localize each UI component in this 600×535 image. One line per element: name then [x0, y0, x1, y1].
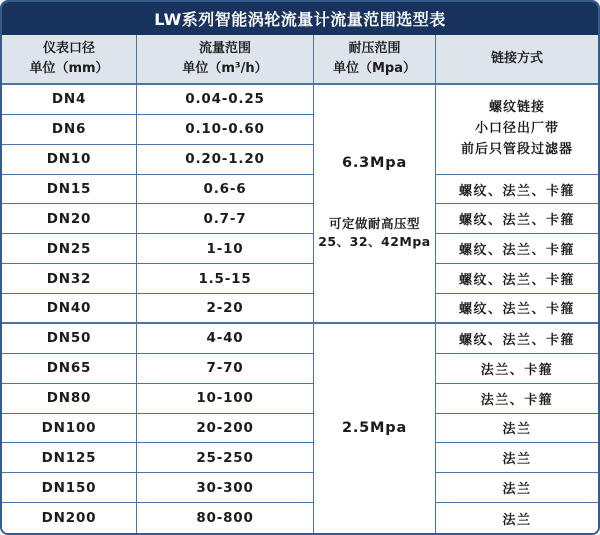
page-title: LW系列智能涡轮流量计流量范围选型表 — [2, 2, 598, 35]
flow-range-cell: 7-70 — [137, 354, 314, 384]
column-header-connection — [436, 35, 598, 85]
column-header-diameter-line2: 单位（mm） — [29, 61, 109, 76]
connection-cell: 法兰 — [436, 443, 598, 473]
connection-merged-cell — [436, 85, 598, 175]
diameter-cell: DN125 — [2, 443, 137, 473]
flow-range-cell: 20-200 — [137, 414, 314, 444]
column-header-flow-line2: 单位（m³/h） — [182, 61, 268, 76]
connection-cell: 螺纹、法兰、卡箍 — [436, 294, 598, 324]
diameter-cell: DN4 — [2, 85, 137, 115]
diameter-cell: DN65 — [2, 354, 137, 384]
connection-cell: 法兰 — [436, 503, 598, 533]
diameter-cell: DN150 — [2, 473, 137, 503]
connection-merged-line2: 小口径出厂带 — [474, 120, 559, 136]
diameter-cell: DN10 — [2, 145, 137, 175]
diameter-cell: DN15 — [2, 175, 137, 205]
diameter-cell: DN100 — [2, 414, 137, 444]
diameter-cell: DN32 — [2, 264, 137, 294]
diameter-cell: DN50 — [2, 324, 137, 354]
flow-range-cell: 4-40 — [137, 324, 314, 354]
pressure-cell-low — [314, 324, 436, 533]
diameter-cell: DN25 — [2, 234, 137, 264]
column-header-connection-line1: 链接方式 — [490, 50, 543, 66]
flow-range-cell: 0.04-0.25 — [137, 85, 314, 115]
connection-merged-line3: 前后只管段过滤器 — [460, 141, 573, 157]
connection-cell: 螺纹、法兰、卡箍 — [436, 175, 598, 205]
diameter-cell: DN6 — [2, 115, 137, 145]
connection-merged-line1: 螺纹链接 — [488, 100, 545, 116]
connection-cell: 法兰 — [436, 473, 598, 503]
column-header-flow-range — [137, 35, 314, 85]
table-grid — [2, 35, 598, 533]
connection-cell: 螺纹、法兰、卡箍 — [436, 204, 598, 234]
connection-cell: 法兰 — [436, 414, 598, 444]
diameter-cell: DN20 — [2, 204, 137, 234]
flow-range-cell: 0.10-0.60 — [137, 115, 314, 145]
pressure-cell-high — [314, 85, 436, 324]
diameter-cell: DN80 — [2, 384, 137, 414]
diameter-cell: DN40 — [2, 294, 137, 324]
flow-range-cell: 80-800 — [137, 503, 314, 533]
connection-cell: 法兰、卡箍 — [436, 384, 598, 414]
connection-cell: 法兰、卡箍 — [436, 354, 598, 384]
connection-cell: 螺纹、法兰、卡箍 — [436, 234, 598, 264]
pressure-high-note-line2: 25、32、42Mpa — [318, 234, 431, 250]
flow-range-cell: 0.6-6 — [137, 175, 314, 205]
column-header-diameter-line1: 仪表口径 — [42, 40, 95, 56]
pressure-high-note-line1: 可定做耐高压型 — [328, 215, 420, 231]
connection-cell: 螺纹、法兰、卡箍 — [436, 264, 598, 294]
flow-range-cell: 0.7-7 — [137, 204, 314, 234]
pressure-high-value: 6.3Mpa — [341, 154, 408, 171]
column-header-pressure-line1: 耐压范围 — [348, 40, 401, 56]
flow-range-cell: 10-100 — [137, 384, 314, 414]
flow-range-cell: 1-10 — [137, 234, 314, 264]
connection-cell: 螺纹、法兰、卡箍 — [436, 324, 598, 354]
flow-range-cell: 30-300 — [137, 473, 314, 503]
column-header-diameter — [2, 35, 137, 85]
column-header-pressure-range — [314, 35, 436, 85]
column-header-pressure-line2: 单位（Mpa） — [332, 61, 416, 76]
flow-range-cell: 1.5-15 — [137, 264, 314, 294]
diameter-cell: DN200 — [2, 503, 137, 533]
pressure-high-note — [318, 215, 431, 253]
flow-range-cell: 2-20 — [137, 294, 314, 324]
flow-range-cell: 0.20-1.20 — [137, 145, 314, 175]
column-header-flow-line1: 流量范围 — [198, 40, 251, 56]
pressure-low-value: 2.5Mpa — [341, 420, 408, 437]
flow-range-cell: 25-250 — [137, 443, 314, 473]
